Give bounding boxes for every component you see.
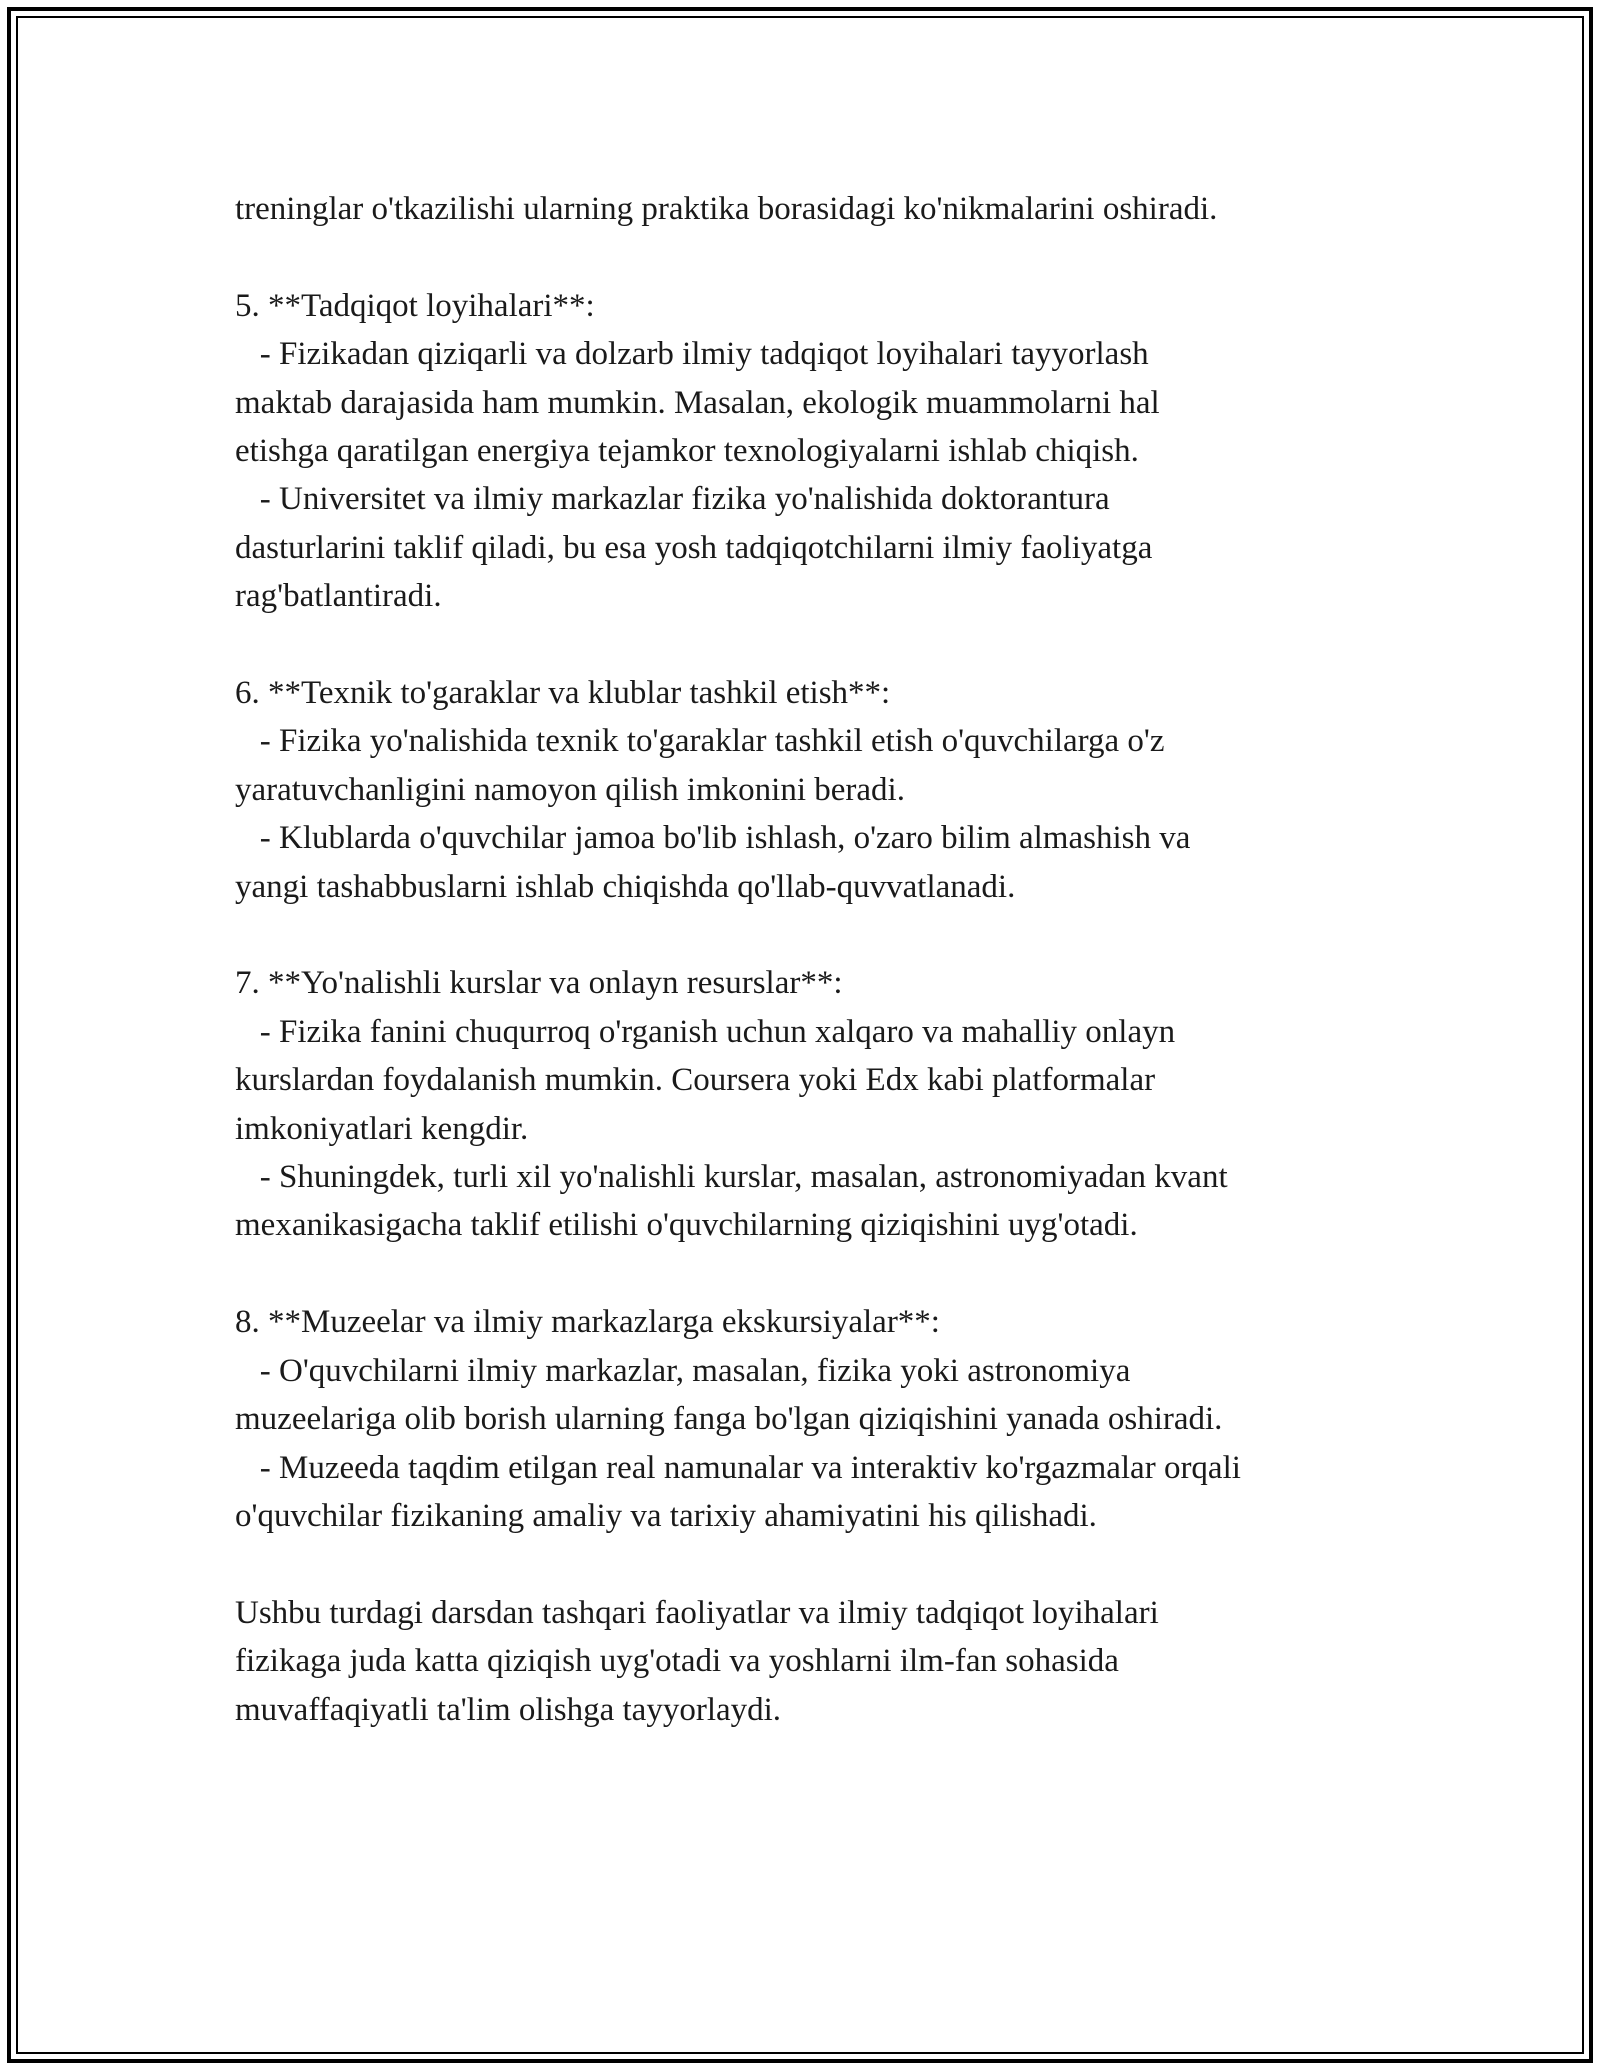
paragraph-gap [235,911,1435,959]
section-line: - Shuningdek, turli xil yo'nalishli kurslar, masalan, astronomiyadan kvant [235,1159,1228,1196]
paragraph-gap [235,1250,1435,1298]
section-line: kurslardan foydalanish mumkin. Coursera yoki Edx kabi platformalar [235,1062,1156,1099]
section-heading: 8. **Muzeelar va ilmiy markazlarga ekskursiyalar**: [235,1304,940,1341]
section-line: o'quvchilar fizikaning amaliy va tarixiy ahamiyatini his qilishadi. [235,1497,1097,1534]
section-line: yangi tashabbuslarni ishlab chiqishda qo'llab-quvvatlanadi. [235,868,1016,905]
section-line: - Klublarda o'quvchilar jamoa bo'lib ishlash, o'zaro bilim almashish va [235,820,1191,857]
section-line: - Fizikadan qiziqarli va dolzarb ilmiy tadqiqot loyihalari tayyorlash [235,336,1149,373]
section-line: - O'quvchilarni ilmiy markazlar, masalan, fizika yoki astronomiya [235,1352,1131,1389]
section-line: etishga qaratilgan energiya tejamkor texnologiyalarni ishlab chiqish. [235,433,1139,470]
section-line: - Fizika fanini chuqurroq o'rganish uchun xalqaro va mahalliy onlayn [235,1013,1176,1050]
section-line: rag'batlantiradi. [235,578,442,615]
section-line: mexanikasigacha taklif etilishi o'quvchilarning qiziqishini uyg'otadi. [235,1207,1138,1244]
section-line: - Fizika yo'nalishida texnik to'garaklar tashkil etish o'quvchilarga o'z [235,723,1165,760]
section-heading: 5. **Tadqiqot loyihalari**: [235,287,595,324]
section-line: dasturlarini taklif qiladi, bu esa yosh tadqiqotchilarni ilmiy faoliyatga [235,529,1153,566]
paragraph-gap [235,621,1435,669]
conclusion-line: Ushbu turdagi darsdan tashqari faoliyatlar va ilmiy tadqiqot loyihalari [235,1594,1159,1631]
conclusion-line: fizikaga juda katta qiziqish uyg'otadi va yoshlarni ilm-fan sohasida [235,1643,1119,1680]
section-line: - Muzeeda taqdim etilgan real namunalar va interaktiv ko'rgazmalar orqali [235,1449,1241,1486]
section-line: yaratuvchanligini namoyon qilish imkonini beradi. [235,771,905,808]
paragraph-gap [235,1540,1435,1588]
section-line: imkoniyatlari kengdir. [235,1110,529,1147]
section-line: - Universitet va ilmiy markazlar fizika yo'nalishida doktorantura [235,481,1110,518]
document-body [235,185,1435,1734]
section-heading: 7. **Yo'nalishli kurslar va onlayn resurslar**: [235,965,843,1002]
section-line: maktab darajasida ham mumkin. Masalan, ekologik muammolarni hal [235,384,1160,421]
intro-line: treninglar o'tkazilishi ularning praktika borasidagi ko'nikmalarini oshiradi. [235,191,1218,227]
conclusion-line: muvaffaqiyatli ta'lim olishga tayyorlaydi. [235,1691,782,1728]
section-heading: 6. **Texnik to'garaklar va klublar tashkil etish**: [235,675,891,712]
paragraph-gap [235,233,1435,281]
section-line: muzeelariga olib borish ularning fanga bo'lgan qiziqishini yanada oshiradi. [235,1401,1223,1438]
